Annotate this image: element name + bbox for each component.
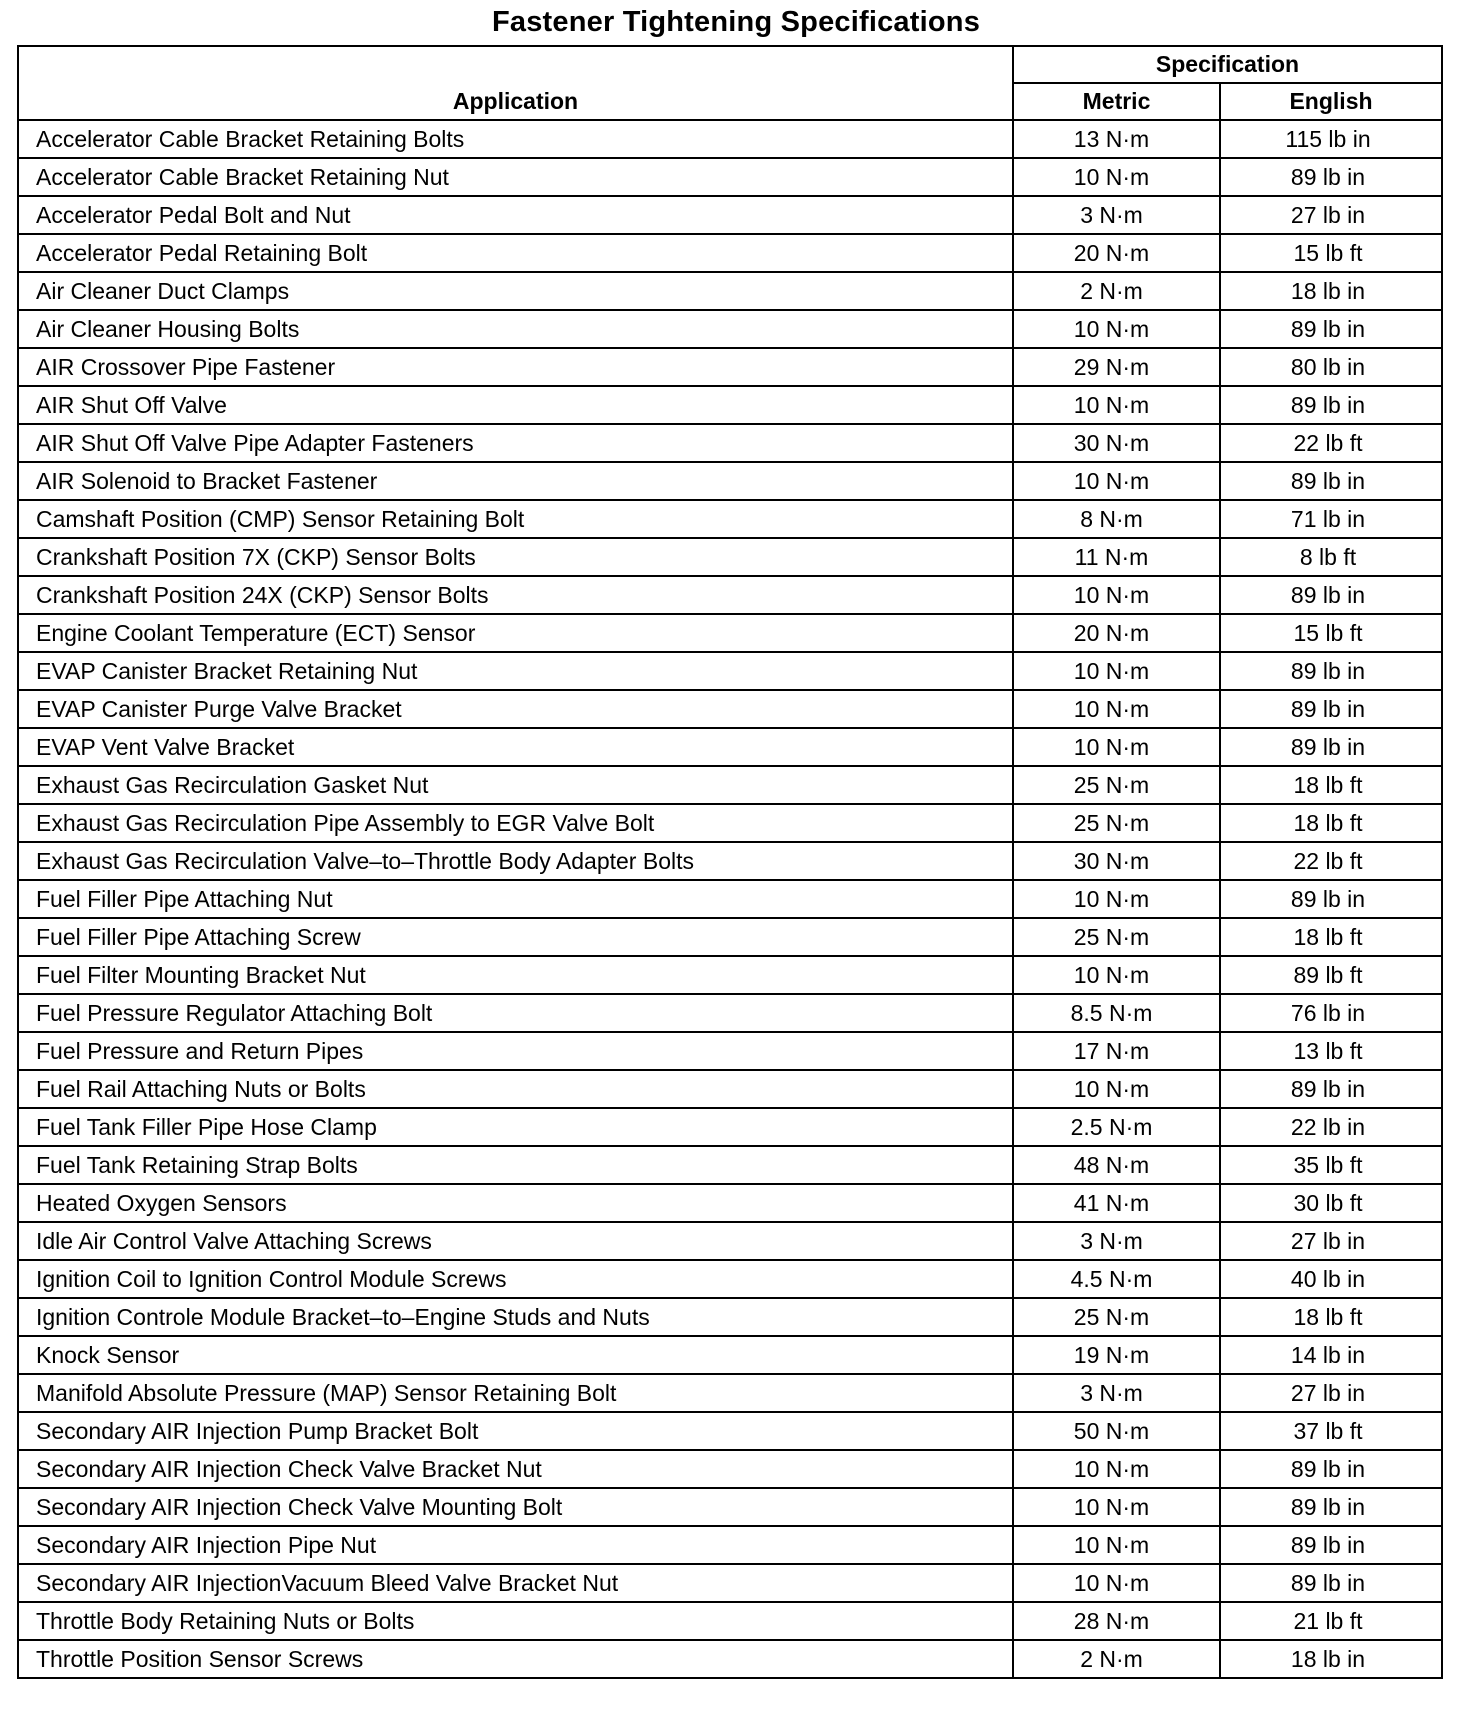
english-cell: 89 lb in xyxy=(1220,386,1442,424)
metric-cell: 2 N·m xyxy=(1013,272,1220,310)
metric-cell: 29 N·m xyxy=(1013,348,1220,386)
english-cell: 21 lb ft xyxy=(1220,1602,1442,1640)
english-header: English xyxy=(1220,83,1442,120)
table-row xyxy=(18,1526,1442,1564)
table-row xyxy=(18,158,1442,196)
application-cell: AIR Crossover Pipe Fastener xyxy=(18,348,1013,386)
application-cell: Throttle Body Retaining Nuts or Bolts xyxy=(18,1602,1013,1640)
metric-cell: 10 N·m xyxy=(1013,652,1220,690)
application-cell: Fuel Rail Attaching Nuts or Bolts xyxy=(18,1070,1013,1108)
metric-cell: 10 N·m xyxy=(1013,386,1220,424)
application-cell: Fuel Filler Pipe Attaching Nut xyxy=(18,880,1013,918)
english-cell: 13 lb ft xyxy=(1220,1032,1442,1070)
application-cell: Fuel Filter Mounting Bracket Nut xyxy=(18,956,1013,994)
metric-cell: 17 N·m xyxy=(1013,1032,1220,1070)
table-row xyxy=(18,500,1442,538)
table-row xyxy=(18,1184,1442,1222)
page-title: Fastener Tightening Specifications xyxy=(491,6,981,38)
english-cell: 22 lb in xyxy=(1220,1108,1442,1146)
metric-cell: 2.5 N·m xyxy=(1013,1108,1220,1146)
application-cell: AIR Solenoid to Bracket Fastener xyxy=(18,462,1013,500)
metric-cell: 10 N·m xyxy=(1013,1526,1220,1564)
metric-cell: 10 N·m xyxy=(1013,576,1220,614)
english-cell: 115 lb in xyxy=(1220,120,1442,158)
table-row xyxy=(18,1602,1442,1640)
english-cell: 14 lb in xyxy=(1220,1336,1442,1374)
metric-cell: 30 N·m xyxy=(1013,842,1220,880)
application-cell: Fuel Pressure and Return Pipes xyxy=(18,1032,1013,1070)
metric-cell: 3 N·m xyxy=(1013,196,1220,234)
table-row xyxy=(18,804,1442,842)
english-cell: 18 lb ft xyxy=(1220,1298,1442,1336)
application-cell: Exhaust Gas Recirculation Valve–to–Throttle Body Adapter Bolts xyxy=(18,842,1013,880)
metric-cell: 25 N·m xyxy=(1013,918,1220,956)
table-row xyxy=(18,1222,1442,1260)
application-cell: Accelerator Cable Bracket Retaining Nut xyxy=(18,158,1013,196)
table-row xyxy=(18,652,1442,690)
english-cell: 89 lb ft xyxy=(1220,956,1442,994)
table-row xyxy=(18,1260,1442,1298)
metric-cell: 20 N·m xyxy=(1013,234,1220,272)
metric-cell: 3 N·m xyxy=(1013,1374,1220,1412)
table-row xyxy=(18,386,1442,424)
application-cell: Knock Sensor xyxy=(18,1336,1013,1374)
table-row xyxy=(18,234,1442,272)
english-cell: 27 lb in xyxy=(1220,1222,1442,1260)
table-row xyxy=(18,538,1442,576)
english-cell: 18 lb in xyxy=(1220,1640,1442,1678)
metric-cell: 10 N·m xyxy=(1013,1564,1220,1602)
english-cell: 89 lb in xyxy=(1220,1488,1442,1526)
table-row xyxy=(18,1640,1442,1678)
application-cell: EVAP Canister Bracket Retaining Nut xyxy=(18,652,1013,690)
application-cell: Accelerator Pedal Bolt and Nut xyxy=(18,196,1013,234)
metric-cell: 10 N·m xyxy=(1013,1070,1220,1108)
application-cell: Secondary AIR InjectionVacuum Bleed Valve Bracket Nut xyxy=(18,1564,1013,1602)
application-cell: Fuel Tank Filler Pipe Hose Clamp xyxy=(18,1108,1013,1146)
application-cell: Heated Oxygen Sensors xyxy=(18,1184,1013,1222)
table-row xyxy=(18,994,1442,1032)
application-cell: Exhaust Gas Recirculation Gasket Nut xyxy=(18,766,1013,804)
metric-cell: 10 N·m xyxy=(1013,690,1220,728)
application-cell: Fuel Pressure Regulator Attaching Bolt xyxy=(18,994,1013,1032)
metric-cell: 3 N·m xyxy=(1013,1222,1220,1260)
application-cell: Accelerator Pedal Retaining Bolt xyxy=(18,234,1013,272)
english-cell: 89 lb in xyxy=(1220,1526,1442,1564)
english-cell: 15 lb ft xyxy=(1220,614,1442,652)
table-row xyxy=(18,1412,1442,1450)
application-cell: Exhaust Gas Recirculation Pipe Assembly to EGR Valve Bolt xyxy=(18,804,1013,842)
english-cell: 89 lb in xyxy=(1220,310,1442,348)
metric-cell: 19 N·m xyxy=(1013,1336,1220,1374)
application-cell: Secondary AIR Injection Check Valve Mounting Bolt xyxy=(18,1488,1013,1526)
english-cell: 40 lb in xyxy=(1220,1260,1442,1298)
table-header xyxy=(18,46,1442,120)
metric-cell: 2 N·m xyxy=(1013,1640,1220,1678)
metric-header: Metric xyxy=(1013,83,1220,120)
metric-cell: 50 N·m xyxy=(1013,1412,1220,1450)
english-cell: 8 lb ft xyxy=(1220,538,1442,576)
table-row xyxy=(18,1374,1442,1412)
application-cell: Crankshaft Position 24X (CKP) Sensor Bolts xyxy=(18,576,1013,614)
table-row xyxy=(18,576,1442,614)
english-cell: 27 lb in xyxy=(1220,196,1442,234)
application-cell: Manifold Absolute Pressure (MAP) Sensor Retaining Bolt xyxy=(18,1374,1013,1412)
table-row xyxy=(18,842,1442,880)
metric-cell: 10 N·m xyxy=(1013,310,1220,348)
english-cell: 18 lb in xyxy=(1220,272,1442,310)
metric-cell: 48 N·m xyxy=(1013,1146,1220,1184)
english-cell: 18 lb ft xyxy=(1220,804,1442,842)
table-row xyxy=(18,766,1442,804)
metric-cell: 10 N·m xyxy=(1013,462,1220,500)
application-cell: Ignition Controle Module Bracket–to–Engine Studs and Nuts xyxy=(18,1298,1013,1336)
english-cell: 89 lb in xyxy=(1220,1564,1442,1602)
metric-cell: 30 N·m xyxy=(1013,424,1220,462)
table-row xyxy=(18,196,1442,234)
metric-cell: 25 N·m xyxy=(1013,766,1220,804)
application-cell: Idle Air Control Valve Attaching Screws xyxy=(18,1222,1013,1260)
table-row xyxy=(18,728,1442,766)
metric-cell: 11 N·m xyxy=(1013,538,1220,576)
table-row xyxy=(18,1488,1442,1526)
metric-cell: 13 N·m xyxy=(1013,120,1220,158)
application-cell: Fuel Filler Pipe Attaching Screw xyxy=(18,918,1013,956)
metric-cell: 28 N·m xyxy=(1013,1602,1220,1640)
metric-cell: 10 N·m xyxy=(1013,956,1220,994)
application-cell: Camshaft Position (CMP) Sensor Retaining Bolt xyxy=(18,500,1013,538)
table-row xyxy=(18,1298,1442,1336)
metric-cell: 25 N·m xyxy=(1013,804,1220,842)
english-cell: 89 lb in xyxy=(1220,728,1442,766)
table-row xyxy=(18,1032,1442,1070)
application-cell: Accelerator Cable Bracket Retaining Bolts xyxy=(18,120,1013,158)
application-cell: AIR Shut Off Valve xyxy=(18,386,1013,424)
english-cell: 89 lb in xyxy=(1220,652,1442,690)
table-row xyxy=(18,120,1442,158)
table-row xyxy=(18,690,1442,728)
specification-header: Specification xyxy=(1013,46,1442,83)
table-row xyxy=(18,310,1442,348)
table-row xyxy=(18,918,1442,956)
english-cell: 71 lb in xyxy=(1220,500,1442,538)
metric-cell: 8.5 N·m xyxy=(1013,994,1220,1032)
english-cell: 18 lb ft xyxy=(1220,766,1442,804)
english-cell: 89 lb in xyxy=(1220,1450,1442,1488)
table-row xyxy=(18,348,1442,386)
english-cell: 76 lb in xyxy=(1220,994,1442,1032)
application-cell: Secondary AIR Injection Check Valve Bracket Nut xyxy=(18,1450,1013,1488)
application-cell: Air Cleaner Duct Clamps xyxy=(18,272,1013,310)
spec-table xyxy=(17,45,1443,1679)
application-cell: Throttle Position Sensor Screws xyxy=(18,1640,1013,1678)
table-row xyxy=(18,1564,1442,1602)
table-body xyxy=(18,120,1442,1678)
header-row xyxy=(18,46,1442,83)
table-row xyxy=(18,880,1442,918)
english-cell: 35 lb ft xyxy=(1220,1146,1442,1184)
application-header: Application xyxy=(18,46,1013,120)
english-cell: 89 lb in xyxy=(1220,462,1442,500)
table-row xyxy=(18,424,1442,462)
application-cell: Crankshaft Position 7X (CKP) Sensor Bolts xyxy=(18,538,1013,576)
application-cell: Secondary AIR Injection Pump Bracket Bolt xyxy=(18,1412,1013,1450)
english-cell: 27 lb in xyxy=(1220,1374,1442,1412)
application-cell: EVAP Canister Purge Valve Bracket xyxy=(18,690,1013,728)
english-cell: 89 lb in xyxy=(1220,690,1442,728)
metric-cell: 10 N·m xyxy=(1013,158,1220,196)
metric-cell: 10 N·m xyxy=(1013,1450,1220,1488)
english-cell: 37 lb ft xyxy=(1220,1412,1442,1450)
english-cell: 30 lb ft xyxy=(1220,1184,1442,1222)
metric-cell: 41 N·m xyxy=(1013,1184,1220,1222)
english-cell: 22 lb ft xyxy=(1220,424,1442,462)
english-cell: 22 lb ft xyxy=(1220,842,1442,880)
english-cell: 18 lb ft xyxy=(1220,918,1442,956)
metric-cell: 8 N·m xyxy=(1013,500,1220,538)
english-cell: 89 lb in xyxy=(1220,576,1442,614)
application-cell: Engine Coolant Temperature (ECT) Sensor xyxy=(18,614,1013,652)
english-cell: 80 lb in xyxy=(1220,348,1442,386)
table-row xyxy=(18,614,1442,652)
table-row xyxy=(18,462,1442,500)
application-cell: Ignition Coil to Ignition Control Module Screws xyxy=(18,1260,1013,1298)
metric-cell: 20 N·m xyxy=(1013,614,1220,652)
application-cell: AIR Shut Off Valve Pipe Adapter Fasteners xyxy=(18,424,1013,462)
metric-cell: 4.5 N·m xyxy=(1013,1260,1220,1298)
table-row xyxy=(18,1070,1442,1108)
application-cell: Air Cleaner Housing Bolts xyxy=(18,310,1013,348)
english-cell: 15 lb ft xyxy=(1220,234,1442,272)
metric-cell: 10 N·m xyxy=(1013,1488,1220,1526)
metric-cell: 10 N·m xyxy=(1013,728,1220,766)
table-row xyxy=(18,272,1442,310)
application-cell: Secondary AIR Injection Pipe Nut xyxy=(18,1526,1013,1564)
table-row xyxy=(18,1450,1442,1488)
metric-cell: 25 N·m xyxy=(1013,1298,1220,1336)
application-cell: EVAP Vent Valve Bracket xyxy=(18,728,1013,766)
english-cell: 89 lb in xyxy=(1220,1070,1442,1108)
table-row xyxy=(18,956,1442,994)
english-cell: 89 lb in xyxy=(1220,158,1442,196)
english-cell: 89 lb in xyxy=(1220,880,1442,918)
table-row xyxy=(18,1108,1442,1146)
metric-cell: 10 N·m xyxy=(1013,880,1220,918)
table-row xyxy=(18,1336,1442,1374)
table-row xyxy=(18,1146,1442,1184)
application-cell: Fuel Tank Retaining Strap Bolts xyxy=(18,1146,1013,1184)
